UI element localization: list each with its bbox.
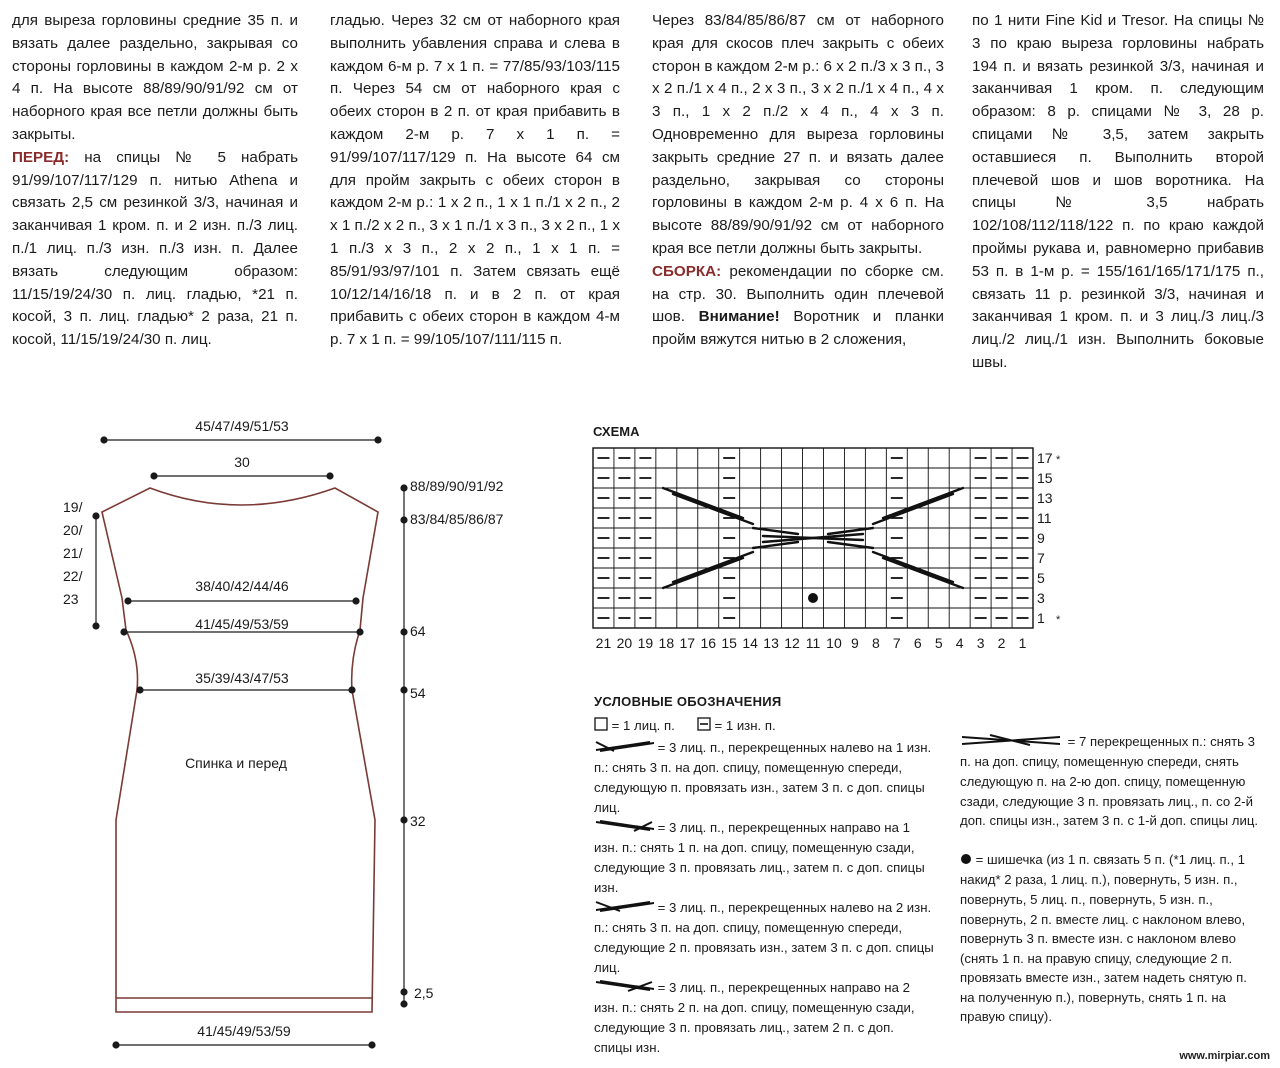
garment-outline (102, 488, 378, 1012)
column-number: 9 (851, 635, 859, 651)
column-number: 14 (742, 635, 758, 651)
column-number: 20 (616, 635, 633, 651)
chest-width-label: 38/40/42/44/46 (195, 578, 289, 594)
waist-width-label: 35/39/43/47/53 (195, 670, 289, 686)
column-number: 17 (679, 635, 696, 651)
assembly-text: рекомендации по сборке см. на стр. 30. Выполнить один плечевой шов. (652, 262, 944, 326)
legend-item (960, 732, 1260, 831)
chart-title: СХЕМА (593, 424, 640, 439)
row-number: 7 (1037, 550, 1045, 566)
column-number: 19 (637, 635, 654, 651)
column-number: 10 (826, 635, 842, 651)
hem-width-label: 41/45/49/53/59 (197, 1023, 291, 1039)
rib-height-label: 2,5 (414, 985, 434, 1001)
armhole-depth-line: 22/ (63, 568, 83, 584)
text-column-1 (12, 10, 298, 352)
armhole-depth-label (63, 499, 83, 607)
cable-left-1-icon (594, 739, 654, 759)
paragraph: гладью. Через 32 см от наборного края выполнить убавления справа и слева в каждом 6-м р. 7 х 1 п. = 77/85/93/103/115 п. Через 54 см от наборного края с обеих сторон в 2 п. от края прибавить в каждом 2-м р. 7 х 1 п. = 91/99/107/117/129 п. На высоте 64 см для пройм закрыть с обеих сторон в каждом 2-м р.: 1 х 2 п., 1 х 1 п./1 х 2 п., 2 х 1 п./2 х 2 п., 3 х 1 п./1 х 3 п., 3 х 2 п., 1 х 1 п./3 х 3 п., 2 х 2 п., 1 х 1 п. = 85/91/93/97/101 п. Затем связать ещё 10/12/14/16/18 п. и в 2 п. от края прибавить с обеих сторон в каждом 4-м р. 7 х 1 п. = 99/105/107/111/115 п. (330, 12, 620, 349)
armhole-depth-line: 20/ (63, 522, 83, 538)
legend-item (594, 978, 934, 1057)
top-width-label: 45/47/49/51/53 (195, 418, 289, 434)
armhole-height-label: 64 (410, 623, 426, 639)
column-number: 5 (934, 635, 943, 651)
legend-item-text: = 3 лиц. п., перекрещенных направо на 1 изн. п.: снять 1 п. на доп. спицу, помещенную сзади, следующие 3 п. провязать лиц., затем п. с доп. спицы изн. (594, 820, 925, 895)
paragraph: Через 83/84/85/86/87 см от наборного края для скосов плеч закрыть с обеих сторон в каждом 2-м р.: 6 х 2 п./3 х 3 п., 3 х 2 п./1 х 4 п., 2 х 3 п., 3 х 2 п./1 х 4 п., 4 х 3 п., 1 х 2 п./2 х 4 п., 4 х 3 п. Одновременно для выреза горловины закрыть средние 27 п. и вязать далее раздельно, закрывая со стороны горловины в каждом 2-м р. 4 х 6 п. На высоте 88/89/90/91/92 см от наборного края все петли должны быть закрыты. (652, 12, 944, 257)
front-paragraph (12, 147, 298, 352)
armhole-depth-line: 21/ (63, 545, 83, 561)
column-number: 6 (913, 635, 922, 651)
attention-text: Воротник и планки пройм вяжутся нитью в 2 сложения, (652, 308, 944, 349)
knit-label: = 1 лиц. п. (611, 718, 675, 733)
piece-label: Спинка и перед (185, 755, 287, 771)
column-number: 7 (892, 635, 901, 651)
column-number: 1 (1018, 635, 1027, 651)
shoulder-height-label: 88/89/90/91/92 (410, 478, 504, 494)
legend-item (594, 738, 934, 817)
knit-stitch-icon (594, 717, 608, 737)
column-number: 21 (595, 635, 612, 651)
row-number: 15 (1037, 470, 1053, 486)
legend-item-text: = 3 лиц. п., перекрещенных налево на 1 изн. п.: снять 3 п. на доп. спицу, помещенную спереди, следующую п. провязать изн., затем 3 п. с доп. спицы лиц. (594, 740, 932, 815)
bobble-mark (808, 593, 818, 603)
armhole-depth-line: 19/ (63, 499, 83, 515)
column-number: 11 (805, 635, 821, 651)
knitting-chart (585, 418, 1065, 658)
row-number: 3 (1037, 590, 1045, 606)
row-number: 11 (1037, 510, 1052, 526)
neck-height-label: 83/84/85/86/87 (410, 511, 504, 527)
cable-left-2-icon (594, 899, 654, 919)
column-number: 3 (976, 635, 985, 651)
waist-height-label: 54 (410, 685, 426, 701)
row-number: 5 (1037, 570, 1045, 586)
legend-item-text: = 7 перекрещенных п.: снять 3 п. на доп. спицу, помещенную спереди, снять следующую п. на 2-ю доп. спицу, помещенную сзади, следующие 3 п. провязать лиц., п. со 2-й доп. спицы изн., затем 3 п. с 1-й доп. спицы лиц. (960, 734, 1259, 829)
column-numbers (596, 635, 1027, 651)
legend-item (594, 898, 934, 977)
row-number: 17 (1037, 450, 1053, 466)
decrease-height-label: 32 (410, 813, 426, 829)
garment-schematic (0, 400, 560, 1068)
column-number: 15 (721, 635, 737, 651)
column-number: 12 (784, 635, 800, 651)
bobble-icon (960, 851, 972, 871)
purl-label: = 1 изн. п. (714, 718, 776, 733)
column-number: 4 (955, 635, 964, 651)
column-number: 18 (658, 635, 675, 651)
text-column-2 (330, 10, 620, 352)
attention-label: Внимание! (698, 308, 780, 326)
dimension-lines (93, 437, 407, 1048)
legend-title: УСЛОВНЫЕ ОБОЗНАЧЕНИЯ (594, 694, 782, 709)
paragraph: по 1 нити Fine Kid и Tresor. На спицы № 3 по краю выреза горловины набрать 194 п. и вязать резинкой 3/3, начиная и заканчивая 1 кром. п. следующим образом: 8 р. спицами № 3, 28 р. спицами № 3,5, затем закрыть оставшиеся п. Выполнить второй плечевой шов и шов воротника. На спицы № 3,5 набрать 102/108/112/118/122 п. по краю каждой проймы рукава и, равномерно прибавив 53 п. в 1-м р. = 155/161/165/171/175 п., связать 11 р. резинкой 3/3, начиная и заканчивая 1 кром. п. и 3 лиц./3 лиц./3 лиц./2 лиц./1 изн. Выполнить боковые швы. (972, 12, 1264, 371)
assembly-heading: СБОРКА: (652, 262, 722, 280)
neck-width-label: 30 (234, 454, 250, 470)
column-number: 8 (871, 635, 880, 651)
cable-right-1-icon (594, 819, 654, 839)
watermark: www.mirpiar.com (1179, 1050, 1270, 1062)
front-heading: ПЕРЕД: (12, 148, 70, 166)
armhole-width-label: 41/45/49/53/59 (195, 616, 289, 632)
legend-basic (594, 716, 944, 736)
text-column-3 (652, 10, 944, 352)
text-column-4 (972, 10, 1264, 375)
row-star: * (1056, 454, 1061, 466)
column-number: 13 (763, 635, 779, 651)
paragraph: для выреза горловины средние 35 п. и вязать далее раздельно, закрывая со стороны горловины в каждом 2-м р. 2 х 4 п. На высоте 88/89/90/91/92 см от наборного края все петли должны быть закрыты. (12, 12, 298, 143)
column-number: 16 (700, 635, 717, 651)
row-number: 13 (1037, 490, 1053, 506)
legend-item (594, 818, 934, 897)
purl-stitch-icon (697, 717, 711, 737)
row-star: * (1056, 614, 1061, 626)
front-text: на спицы № 5 набрать 91/99/107/117/129 п. нитью Athena и связать 2,5 см резинкой 3/3, начиная и заканчивая 1 кром. п. и 2 изн. п./3 лиц. п./1 лиц. п./3 изн. п./3 изн. п. Далее вязать следующим образом: 11/15/19/24/30 п. лиц. гладью, *21 п. косой, 3 п. лиц. гладью* 2 раза, 21 п. косой, 11/15/19/24/30 п. лиц. (12, 148, 298, 349)
legend-item-text: = 3 лиц. п., перекрещенных налево на 2 изн. п.: снять 3 п. на доп. спицу, помещенную спереди, следующие 2 п. провязать изн., затем 3 п. с доп. спицы лиц. (594, 900, 934, 975)
row-number: 1 (1037, 610, 1045, 626)
cable-right-2-icon (594, 979, 654, 999)
legend-item-text: = шишечка (из 1 п. связать 5 п. (*1 лиц. п., 1 накид* 2 раза, 1 лиц. п.), повернуть, 5 изн. п., повернуть, 5 лиц. п., повернуть, 5 изн. п., повернуть, 2 п. вместе лиц. с наклоном влево, повернуть 3 п. вместе изн. с наклоном влево (снять 1 п. на правую спицу, следующие 2 п. провязать вместе изн., затем надеть снятую п. на полученную п.), повернуть, снять 1 п. на правую спицу). (960, 852, 1247, 1025)
armhole-depth-line: 23 (63, 591, 79, 607)
row-numbers (1037, 450, 1053, 626)
legend-item-text: = 3 лиц. п., перекрещенных направо на 2 изн. п.: снять 2 п. на доп. спицу, помещенную сзади, следующие 3 п. провязать лиц., затем 2 п. с доп. спицы изн. (594, 980, 915, 1055)
seven-stitch-cable-icon (960, 733, 1064, 753)
row-number: 9 (1037, 530, 1045, 546)
column-number: 2 (997, 635, 1006, 651)
assembly-paragraph (652, 261, 944, 352)
legend-item (960, 850, 1252, 1027)
